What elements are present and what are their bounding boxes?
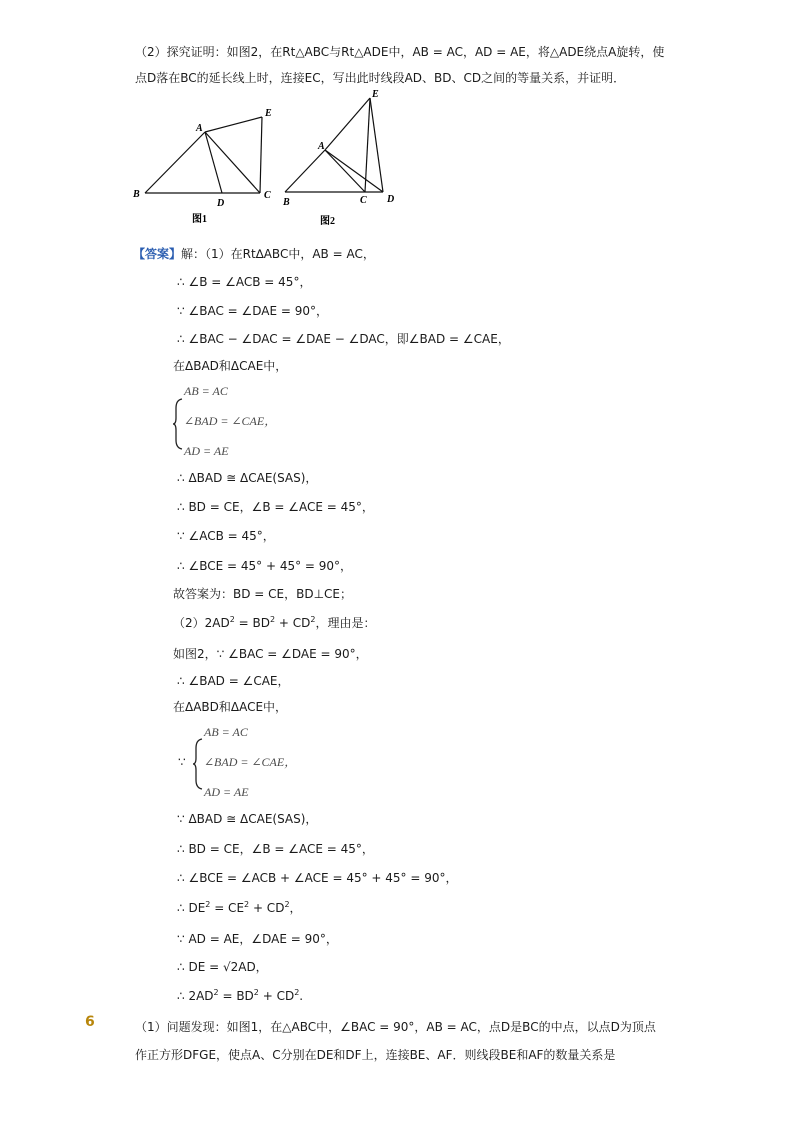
answer-first-line xyxy=(133,245,375,263)
answer-line: ∴ ∠B = ∠ACB = 45°， xyxy=(177,275,312,289)
answer-line: ∴ DE = √2AD， xyxy=(177,960,268,974)
answer-line: ∵ ∠BAC = ∠DAE = 90°， xyxy=(177,304,329,318)
fig2-caption: 图2 xyxy=(320,216,335,227)
answer-intro: 解：（1）在Rt∆ABC中，AB = AC， xyxy=(181,247,375,261)
answer-line: 在ΔABD和ΔACE中， xyxy=(173,700,288,714)
fig2-point-A: A xyxy=(318,141,325,152)
answer-line: ∴ ∠BCE = 45° + 45° = 90°， xyxy=(177,559,353,573)
fig1-point-E: E xyxy=(265,108,272,119)
system2-row1: AB = AC xyxy=(204,725,248,739)
fig1-caption: 图1 xyxy=(192,214,207,225)
final-relation-line: ∴ $2AD^2 = BD^2 + CD^2$. xyxy=(177,988,304,1003)
system1-row1: AB = AC xyxy=(184,384,228,398)
fig1-point-A: A xyxy=(196,123,203,134)
answer-line: ∴ ∠BAD = ∠CAE， xyxy=(177,674,290,688)
answer-line: ∴ ΔBAD ≅ ΔCAE(SAS)， xyxy=(177,471,318,485)
system1-row2: ∠BAD = ∠CAE， xyxy=(184,414,277,428)
answer-line: ∴ BD = CE，∠B = ∠ACE = 45°， xyxy=(177,500,374,514)
answer-line: 如图2，∵ ∠BAC = ∠DAE = 90°， xyxy=(173,647,368,661)
problem-part2-line1: （2）探究证明：如图2，在Rt△ABC与Rt△ADE中，AB = AC，AD = AE，将△ADE绕点A旋转，使 xyxy=(135,45,665,59)
answer-line: ∵ ΔBAD ≅ ΔCAE(SAS)， xyxy=(177,812,318,826)
system-brace-2 xyxy=(192,738,204,790)
fig1-point-C: C xyxy=(264,190,271,201)
part2-heading: $(2)2AD^2 = BD^2 + CD^2$，理由是： xyxy=(173,615,376,630)
fig2-point-C: C xyxy=(360,195,367,206)
fig2-point-B: B xyxy=(283,197,290,208)
fig1-point-D: D xyxy=(217,198,225,209)
answer-line: ∵ ∠ACB = 45°， xyxy=(177,529,275,543)
question-number: 6 xyxy=(85,1014,95,1030)
fig1-point-B: B xyxy=(133,189,140,200)
system2-prefix: ∵ xyxy=(178,755,186,769)
figure-1 xyxy=(145,117,262,193)
answer-line: ∴ ∠BCE = ∠ACB + ∠ACE = 45° + 45° = 90°， xyxy=(177,871,458,885)
geometry-figures xyxy=(120,86,420,232)
problem-part2-line2: 点D落在BC的延长线上时，连接EC，写出此时线段AD、BD、CD之间的等量关系，并证明． xyxy=(135,71,626,85)
de-squared-line: ∴ $DE^2 = CE^2 + CD^2$， xyxy=(177,900,302,915)
system2-row3: AD = AE xyxy=(204,785,249,799)
answer-line: ∴ ∠BAC − ∠DAC = ∠DAE − ∠DAC，即∠BAD = ∠CAE， xyxy=(177,332,510,346)
figure-2 xyxy=(285,98,383,192)
answer-line: 在ΔBAD和ΔCAE中， xyxy=(173,359,288,373)
answer-line: 故答案为：BD = CE，BD⊥CE； xyxy=(173,587,353,601)
question6-line1: （1）问题发现：如图1，在△ABC中，∠BAC = 90°，AB = AC，点D是BC的中点，以点D为顶点 xyxy=(135,1020,656,1034)
fig2-point-E: E xyxy=(372,89,379,100)
system1-row3: AD = AE xyxy=(184,444,229,458)
answer-line: ∴ BD = CE，∠B = ∠ACE = 45°， xyxy=(177,842,374,856)
answer-tag: 【答案】 xyxy=(133,247,182,261)
answer-line: ∵ AD = AE，∠DAE = 90°， xyxy=(177,932,338,946)
question6-line2: 作正方形DFGE，使点A、C分别在DE和DF上，连接BE、AF．则线段BE和AF的数量关系是 xyxy=(135,1048,616,1062)
system-brace-1 xyxy=(172,398,184,450)
fig2-point-D: D xyxy=(387,194,395,205)
system2-row2: ∠BAD = ∠CAE， xyxy=(204,755,297,769)
